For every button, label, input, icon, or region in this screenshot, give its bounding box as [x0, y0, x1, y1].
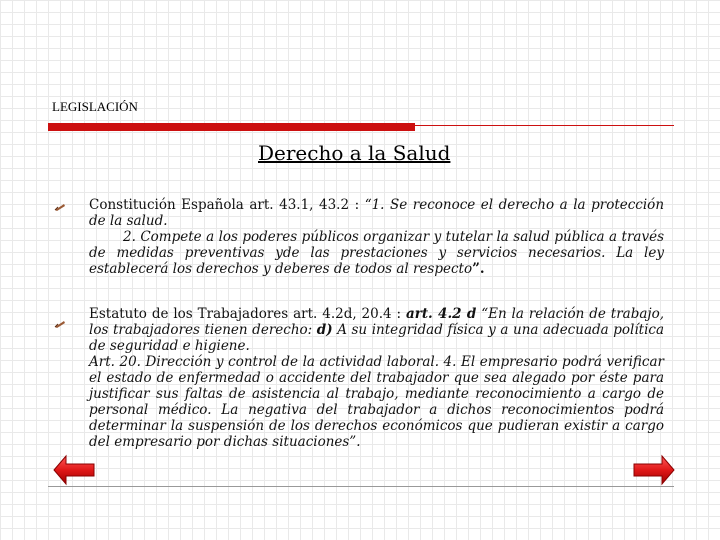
- header-accent-bar: [48, 123, 415, 131]
- statute-quote-1b: d): [316, 322, 333, 338]
- statute-quote-2: Art. 20. Dirección y control de la actividad laboral. 4. El empresario podrá verificar el estado de enfermedad o accidente del trabajador que sea alegado por éste para justificar sus faltas de asistencia al trabajo, mediante reconocimiento a cargo de personal médico. La negativa del trabajador a dichos reconocimientos podrá determinar la suspensión de los derechos económicos que pudieran existir a cargo del empresario por dichas situaciones”.: [89, 354, 664, 450]
- constitution-quote-1: “1. Se reconoce el derecho a la protección de la salud.: [89, 197, 665, 229]
- section-header: LEGISLACIÓN: [52, 99, 138, 114]
- feather-bullet-icon: [54, 201, 66, 215]
- arrow-left-icon: [52, 473, 96, 492]
- footer-divider-line: [48, 486, 674, 487]
- statute-article-ref: art. 4.2 d: [405, 306, 477, 322]
- next-slide-button[interactable]: [632, 452, 676, 492]
- arrow-right-icon: [632, 473, 676, 492]
- constitution-paragraph: [89, 197, 664, 277]
- statute-quote-1c: A su integridad física y a una adecuada política de seguridad e higiene.: [89, 322, 665, 354]
- statute-paragraph: [89, 306, 664, 450]
- prev-slide-button[interactable]: [52, 452, 96, 492]
- constitution-quote-2: 2. Compete a los poderes públicos organizar y tutelar la salud pública a través de medidas preventivas yde las prestaciones y servicios necesarios. La ley establecerá los derechos y deberes de todos al respecto: [89, 229, 664, 277]
- constitution-citation: Constitución Española art. 43.1, 43.2 :: [89, 197, 360, 213]
- feather-bullet-icon: [54, 318, 66, 332]
- constitution-quote-end: ”.: [472, 261, 485, 277]
- statute-citation: Estatuto de los Trabajadores art. 4.2d, 20.4 :: [89, 306, 402, 322]
- page-title: Derecho a la Salud: [258, 141, 451, 165]
- statute-quote-1a: “En la relación de trabajo, los trabajadores tienen derecho:: [89, 306, 664, 338]
